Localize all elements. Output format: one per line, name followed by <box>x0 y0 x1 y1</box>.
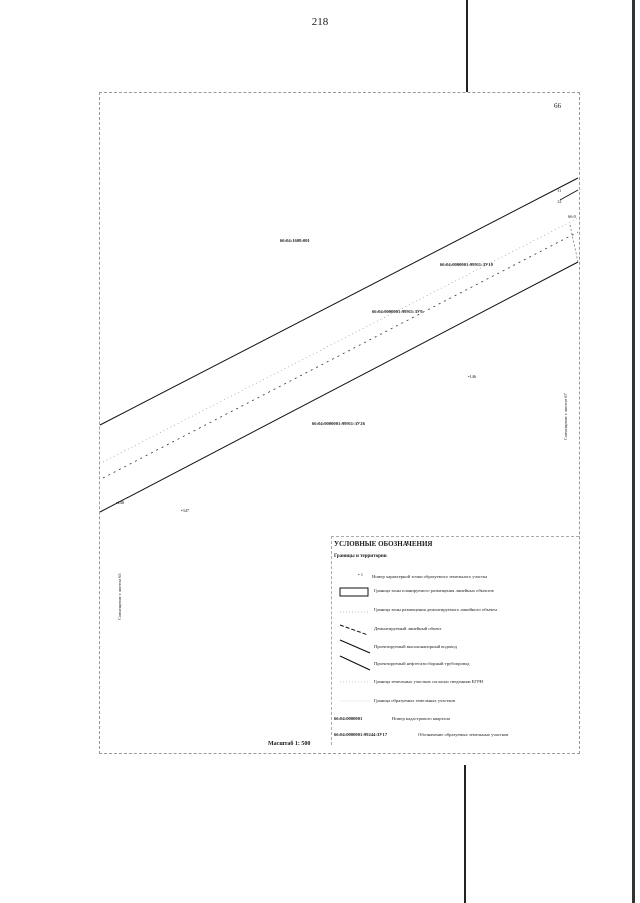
legend-item-text: Граница земельных участков согласно сведениям ЕГРН <box>374 679 483 684</box>
edge-segment-2 <box>570 225 578 262</box>
legend-item-text: Граница образуемых земельных участков <box>374 698 455 703</box>
point-label-11: 11 <box>557 188 562 193</box>
corridor-boundary-lower <box>100 262 578 512</box>
legend-item-text: Проектируемый высоконапорный водовод <box>374 644 457 649</box>
point-label-12: 12 <box>557 199 562 204</box>
parcel-label-zu10: 66:04:0000001:99911:ЗУ10 <box>440 262 493 267</box>
scale-label: Масштаб 1: 500 <box>268 741 311 747</box>
legend-subtitle: Границы и территории <box>334 554 387 559</box>
edge-segment <box>560 190 578 200</box>
legend-box <box>331 536 579 745</box>
legend-item-text: Номер кадастрового квартала <box>392 716 450 721</box>
legend-item-symbol: • 1 <box>358 572 364 577</box>
point-label-248: •248 <box>116 500 125 505</box>
sheet-number: 66 <box>554 102 561 110</box>
point-label-146: •146 <box>468 374 477 379</box>
legend-item-text: Демонтируемый линейный объект <box>374 626 442 631</box>
legend-item-symbol: 66:04:0000001 <box>334 716 363 721</box>
vertical-label-left: Совмещение с листом 65 <box>117 573 122 620</box>
point-label-347: •347 <box>181 508 190 513</box>
vertical-label-right: Совмещение с листом 67 <box>563 393 568 440</box>
parcel-label-zu26: 66:04:0000001:99911:ЗУ26 <box>312 421 365 426</box>
quarter-label: 66:04:1608:001 <box>280 238 310 243</box>
legend-title: УСЛОВНЫЕ ОБОЗНАЧЕНИЯ <box>334 540 433 548</box>
dismantled-line <box>103 232 578 478</box>
legend-item-text: Номер характерной точки образуемого земельного участка <box>372 574 488 579</box>
legend-item-symbol: 66:04:0000001:99244:ЗУ17 <box>334 732 388 737</box>
legend-item-text: Граница зоны планируемого размещения линейных объектов <box>374 588 494 593</box>
parcel-label-zu9: 66:04:0000001:99911:ЗУ9 <box>372 309 423 314</box>
legend-item-text: Проектируемый нефтегазосборный трубопровод <box>374 661 470 666</box>
corridor-boundary-upper <box>100 178 578 425</box>
edge-code-label: 66:0 <box>568 214 576 219</box>
legend-item-text: Граница зоны размещения демонтируемого линейного объекта <box>374 607 498 612</box>
page-number: 218 <box>311 16 329 28</box>
legend-item-text: Обозначение образуемых земельных участков <box>418 732 509 737</box>
